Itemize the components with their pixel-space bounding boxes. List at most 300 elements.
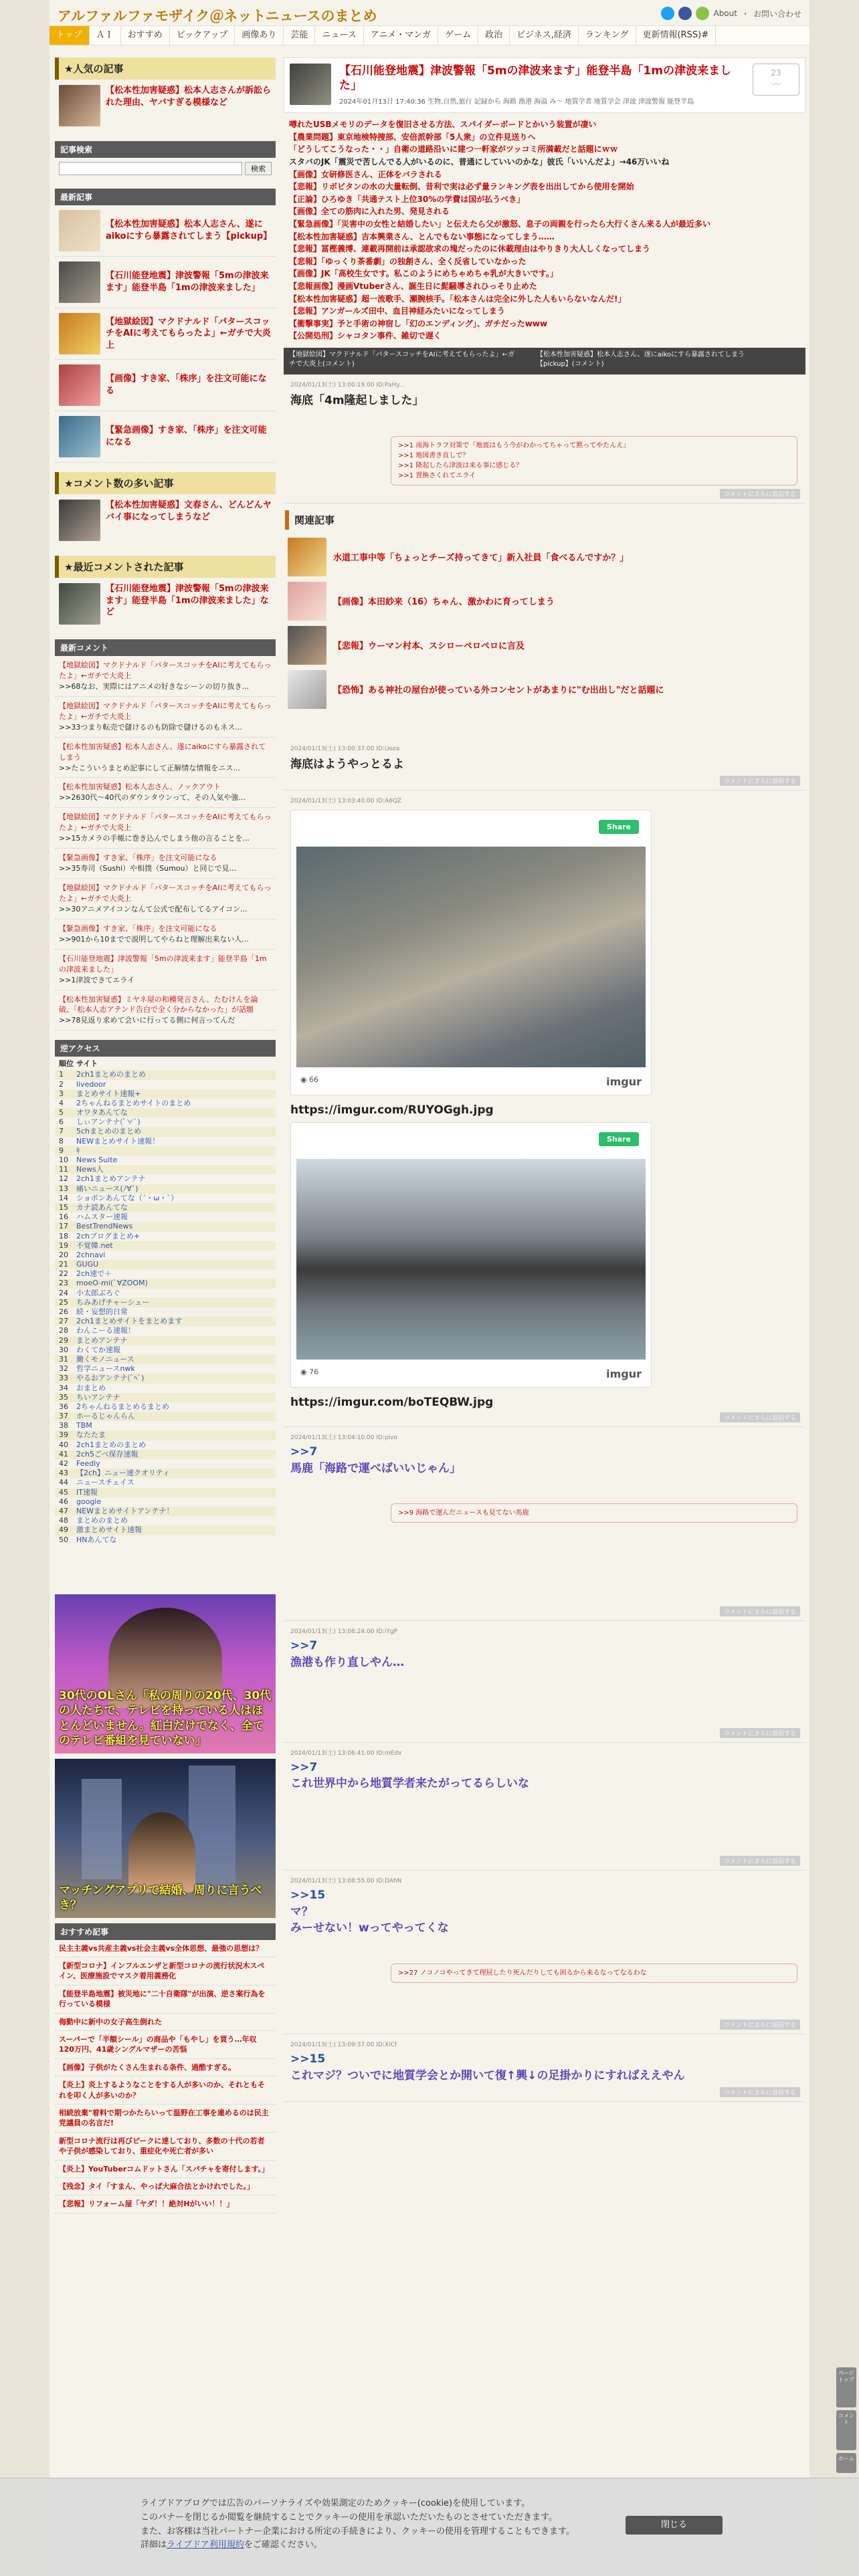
- cookie-close-button[interactable]: 閉じる: [626, 2516, 723, 2535]
- access-row[interactable]: [55, 1298, 276, 1307]
- access-rank: 9: [59, 1146, 64, 1155]
- access-site: GUGU: [76, 1260, 99, 1269]
- headline-list: [284, 113, 805, 348]
- nav-item[interactable]: アニメ・マンガ: [364, 26, 438, 45]
- response-header: 2024/01/13(土) 13:04:10.00 ID:pivo: [290, 1434, 398, 1442]
- sidebar: [55, 58, 276, 2223]
- access-rank: 45: [59, 1487, 68, 1497]
- response-header: 2024/01/13(土) 13:00:19.00 ID:PaHy...: [290, 381, 405, 389]
- access-rank: 27: [59, 1317, 68, 1326]
- comment-item[interactable]: [55, 778, 276, 808]
- access-site: おまとめ: [76, 1383, 106, 1392]
- access-row[interactable]: [55, 1194, 276, 1203]
- headline-item[interactable]: 【緊急画像】「災害中の女性と結婚したい」と伝えたら父が激怒、息子の両親を行ったら大行くさん来る人が最近多い: [289, 219, 711, 229]
- headline-item[interactable]: 【松本性加害疑惑】吉本興業さん、とんでもない事態になってしまう……: [289, 231, 555, 241]
- ticker-item[interactable]: 【松本性加害疑惑】松本人志さん、遂にaikoにすら暴露されてしまう【pickup】(コメント): [537, 350, 745, 368]
- nav-item[interactable]: ピックアップ: [170, 26, 235, 45]
- reply-line[interactable]: >>1 南海トラフ対策で「地震はもう今がわかってちゃって黙ってやたんえ」: [398, 441, 630, 449]
- recent-commented-item[interactable]: [55, 578, 276, 630]
- ad-person-image: [128, 1812, 195, 1893]
- related-heading: 関連記事: [285, 510, 805, 530]
- response: [284, 1743, 805, 1870]
- nav-item[interactable]: 更新情報(RSS)#: [636, 26, 717, 45]
- reply-line[interactable]: >>9 海路で運んだニュースも見てない馬鹿: [398, 1509, 529, 1517]
- comment-article-title: 【地獄絵図】マクドナルド「パタースコッチをAIに考えてもらったよ」←ガチで大炎上: [59, 701, 272, 721]
- headline-item[interactable]: 【松本性加害疑惑】超一流歌手、瀬腕核手。「松本さんは完全に外した人もいらないなんだ!」: [289, 294, 626, 304]
- reply-tag[interactable]: コメントにさらに返信する: [720, 1412, 800, 1422]
- comment-item[interactable]: [55, 920, 276, 950]
- access-row[interactable]: [55, 1137, 276, 1146]
- access-site: ハムスター速報: [76, 1212, 128, 1222]
- response-body: これマジ？ついでに地質学会とか開いて復↑興↓の足掛かりにすればええやん: [290, 2068, 685, 2082]
- reply-line[interactable]: >>1 隆起したら津波は来る事に感じる？: [398, 461, 523, 469]
- eye-icon: ◉: [300, 1368, 310, 1377]
- access-row[interactable]: [55, 1507, 276, 1516]
- reply-tag[interactable]: コメントにさらに返信する: [720, 776, 800, 786]
- access-row[interactable]: [55, 1174, 276, 1184]
- access-rank: 37: [59, 1412, 68, 1421]
- view-count-value: 76: [309, 1368, 319, 1377]
- comment-article-title: 【松本性加害疑惑】ミヤネ屋の和種発言さん、たむけんを論破、「松本人志アテンド告白で全く分からなかった」が話題: [59, 994, 258, 1014]
- access-row[interactable]: [55, 1070, 276, 1079]
- response-body: 海底「4m隆起しました」: [290, 393, 424, 407]
- access-site: ちいアンテナ: [76, 1392, 120, 1402]
- access-row[interactable]: [55, 1203, 276, 1212]
- reply-tag[interactable]: コメントにさらに返信する: [720, 1728, 800, 1738]
- access-site: オワタあんてな: [76, 1108, 128, 1117]
- rss-icon[interactable]: [696, 7, 709, 20]
- comment-item[interactable]: [55, 656, 276, 697]
- reply-tag[interactable]: コメントにさらに返信する: [720, 1606, 800, 1616]
- reply-popup: [391, 1503, 797, 1523]
- access-row[interactable]: [55, 1326, 276, 1335]
- response-anchor[interactable]: >>15: [290, 1889, 326, 1902]
- headline-item[interactable]: 【悲報】「ゆっくり茶番劇」の独創さん、全く反省していなかった: [289, 256, 527, 266]
- recent-item-title: 【画像】すき家、「株序」を注文可能になる: [106, 374, 267, 396]
- comments-section: [55, 639, 276, 1031]
- headline-item[interactable]: 「どうしてこうなった・・」自衛の道路沿いに建つ一軒家がツッコミ所満載だと話題にｗｗ: [289, 144, 618, 154]
- access-row[interactable]: [55, 1525, 276, 1535]
- access-rank: 34: [59, 1383, 68, 1392]
- most-comments-heading: ★コメント数の多い記事: [55, 472, 276, 494]
- contact-link[interactable]: お問い合わせ: [753, 9, 801, 19]
- ad-building-image: [82, 1779, 122, 1879]
- access-row[interactable]: [55, 1165, 276, 1174]
- access-site: ニュースチェイス: [76, 1478, 134, 1487]
- image-url-link[interactable]: https://imgur.com/boTEQBW.jpg: [290, 1396, 494, 1410]
- access-row[interactable]: [55, 1430, 276, 1440]
- page: [50, 0, 809, 2576]
- access-site: 2ch1まとめサイトをまとめます: [76, 1317, 183, 1326]
- response: [284, 1870, 805, 2034]
- nav-item[interactable]: 画像あり: [235, 26, 284, 45]
- headline-item[interactable]: 【悲報】アンガールズ田中、血目神経みたいになってしまう: [289, 306, 505, 316]
- access-row[interactable]: [55, 1279, 276, 1288]
- access-site: TBM: [76, 1421, 92, 1430]
- access-row[interactable]: [55, 1317, 276, 1326]
- access-rank: 14: [59, 1193, 68, 1202]
- response: [284, 374, 805, 504]
- popular-item[interactable]: [55, 80, 276, 132]
- nav-item[interactable]: おすすめ: [121, 26, 170, 45]
- response: [284, 2034, 805, 2102]
- headline-item[interactable]: 【画像】女研修医さん、正体をバラされる: [289, 169, 442, 179]
- access-site: google: [76, 1497, 102, 1506]
- access-row[interactable]: [55, 1469, 276, 1478]
- access-rank: 49: [59, 1525, 68, 1535]
- ad-banner-1[interactable]: [55, 1594, 276, 1753]
- facebook-icon[interactable]: [678, 7, 692, 20]
- access-rank: 18: [59, 1231, 68, 1241]
- access-site: わくてか速報: [76, 1345, 120, 1354]
- access-rank: 3: [59, 1089, 64, 1098]
- comment-count-box[interactable]: [753, 64, 799, 96]
- access-row[interactable]: [55, 1393, 276, 1402]
- access-row[interactable]: [55, 1222, 276, 1231]
- recent-list: [55, 205, 276, 463]
- terms-link[interactable]: ライブドア利用規約: [167, 2540, 244, 2551]
- access-site: まとめのまとめ: [76, 1516, 128, 1525]
- access-site: NEWまとめサイト速報！: [76, 1136, 160, 1146]
- access-row[interactable]: [55, 1232, 276, 1241]
- response-anchor[interactable]: >>7: [290, 1445, 318, 1459]
- access-site: 小太郎ぶろぐ: [76, 1288, 120, 1297]
- popular-heading: ★人気の記事: [55, 58, 276, 80]
- recommend-item[interactable]: 【画像】子供がたくさん生まれる条件、過酷すぎる。: [55, 2059, 276, 2076]
- access-rank: 40: [59, 1440, 68, 1449]
- access-row[interactable]: [55, 1089, 276, 1099]
- view-count-value: 66: [309, 1075, 319, 1085]
- reply-tag[interactable]: コメントにさらに返信する: [720, 2020, 800, 2030]
- page-top-button[interactable]: ページトップ: [836, 2367, 856, 2407]
- recommend-item[interactable]: 【炎上】炎上するようなことをする人が多いのか、それともそれを叩く人が多いのか？: [55, 2076, 276, 2105]
- reply-popup: [391, 436, 797, 486]
- reply-line[interactable]: >>27 ノコノコやってきて理屈したり死んだりしても困るから来るなってなるわな: [398, 1969, 647, 1977]
- nav-item[interactable]: ニュース: [315, 26, 363, 45]
- site-logo[interactable]: アルファルファモザイク＠ネットニュースのまとめ: [58, 7, 377, 24]
- access-rank: 33: [59, 1374, 68, 1383]
- recent-item[interactable]: [55, 308, 276, 360]
- access-site: 2chnavi: [76, 1250, 106, 1259]
- access-row[interactable]: [55, 1364, 276, 1374]
- access-rank: 10: [59, 1156, 68, 1164]
- main-content: [284, 58, 805, 2102]
- access-row[interactable]: [55, 1241, 276, 1251]
- access-row[interactable]: [55, 1117, 276, 1127]
- access-site: 働くモノニュース: [76, 1354, 134, 1364]
- recommend-item[interactable]: 【悲報】リフォーム屋「ヤダ！！絶対Hがいい！！」: [55, 2195, 276, 2213]
- comment-item[interactable]: [55, 738, 276, 778]
- access-site-header: サイト: [76, 1059, 98, 1069]
- access-row[interactable]: [55, 1307, 276, 1317]
- access-rank: 30: [59, 1345, 68, 1354]
- article-title: 【石川能登地震】津波警報「5mの津波来ます」能登半島「1mの津波来ました」: [339, 64, 732, 93]
- cookie-banner: [0, 2478, 859, 2576]
- article-header: [284, 58, 805, 113]
- responses: [284, 374, 805, 2102]
- article-thumbnail: [59, 364, 100, 406]
- popular-section: [55, 58, 276, 132]
- access-row[interactable]: [55, 1535, 276, 1545]
- related-item[interactable]: [284, 667, 805, 712]
- access-site: livedoor: [76, 1079, 106, 1089]
- response-body: 海底はようやっとるよ: [290, 757, 404, 771]
- reply-tag[interactable]: コメントにさらに返信する: [720, 2087, 800, 2097]
- access-rank: 29: [59, 1335, 68, 1345]
- nav-item[interactable]: ＡＩ: [90, 26, 121, 45]
- headline-item[interactable]: 【衝撃事実】予と手術の神宿し「幻のエンディング」、ガチだったwww: [289, 318, 548, 328]
- headline-item[interactable]: 【悲報】冨樫義博、連載再開前は承認欲求の塊だったのに休載理由はやりきり大人しくなってしまう: [289, 244, 651, 254]
- recent-commented-heading: ★最近コメントされた記事: [55, 556, 276, 578]
- access-row[interactable]: [55, 1355, 276, 1364]
- access-site: 5chまとめのまとめ: [76, 1127, 142, 1136]
- access-site: 2ch1まとめアンテナ: [76, 1174, 146, 1184]
- access-row[interactable]: [55, 1450, 276, 1459]
- recent-item-title: 【緊急画像】すき家、「株序」を注文可能になる: [106, 425, 267, 447]
- recommend-item[interactable]: スーパーで「半額シール」の商品や「もやし」を買う…年収120万円、41歳シングルマザーの苦悩: [55, 2031, 276, 2059]
- headline-item[interactable]: 【公開処刑】シャコタン事件、雑切で遅く: [289, 331, 442, 341]
- access-row[interactable]: [55, 1260, 276, 1269]
- search-form: [55, 158, 276, 179]
- response: [284, 790, 805, 1427]
- access-rank: 31: [59, 1354, 68, 1364]
- access-site: なたたま: [76, 1430, 106, 1440]
- recommend-section: [55, 1923, 276, 2214]
- access-site: まとめサイト速報+: [76, 1089, 141, 1098]
- reply-line[interactable]: >>1 置換さくれてエライ: [398, 471, 476, 479]
- recommend-item[interactable]: 侮動中に新中の女子高生倒れた: [55, 2014, 276, 2031]
- headline-item[interactable]: 【正論】ひろゆき「共通テスト上位30%の学費は国が払うべき」: [289, 194, 525, 204]
- comment-item[interactable]: [55, 950, 276, 990]
- headline-item[interactable]: 【悲報画像】漫画Vtuberさん、誕生日に髭騒導されひっそり止めた: [289, 281, 537, 291]
- access-row[interactable]: [55, 1459, 276, 1469]
- related-item-title: 水道工事中等「ちょっとチーズ持ってきて」新入社員「食べるんですか？」: [333, 553, 629, 564]
- access-list: [55, 1070, 276, 1544]
- access-row[interactable]: [55, 1108, 276, 1117]
- access-site: まとめアンテナ: [76, 1335, 128, 1345]
- access-site: Feedly: [76, 1459, 100, 1468]
- related-item-title: 【画像】本田紗来（16）ちゃん、激かわに育ってしまう: [333, 597, 555, 608]
- most-comments-title: 【松本性加害疑惑】文春さん、どんどんヤバイ事になってしまうなど: [106, 500, 272, 522]
- nav-item[interactable]: ランキング: [579, 26, 636, 45]
- response-header: 2024/01/13(土) 13:06:24.00 ID:iYgP: [290, 1628, 398, 1636]
- comment-item[interactable]: [55, 697, 276, 738]
- comment-list: [55, 656, 276, 1031]
- access-site: やるおアンテナ(ﾟﾍﾟ): [76, 1374, 145, 1383]
- access-row[interactable]: [55, 1289, 276, 1298]
- recommend-item[interactable]: 【炎上】YouTuberコムドットさん「スパチャを寄付します。」: [55, 2161, 276, 2178]
- reply-popup: [391, 1963, 797, 1983]
- access-site: 続・妄想的日常: [76, 1307, 128, 1316]
- recommend-item[interactable]: 【残念】タイ「すまん、やっぱ大麻合法とかけれでした。」: [55, 2178, 276, 2195]
- share-button[interactable]: Share: [599, 820, 639, 834]
- imgur-embed[interactable]: [290, 1122, 652, 1388]
- article-thumbnail: [59, 85, 100, 126]
- image-url-link[interactable]: https://imgur.com/RUYOGgh.jpg: [290, 1103, 494, 1117]
- global-nav: [50, 25, 809, 45]
- embed-footer: [296, 1073, 646, 1091]
- access-site: NEWまとめサイトアンテナ！: [76, 1506, 174, 1515]
- ticker-item[interactable]: 【地獄絵図】マクドナルド「パタースコッチをAIに考えてもらったよ」←ガチで大炎上(コメント): [289, 350, 514, 368]
- access-row[interactable]: [55, 1099, 276, 1108]
- access-rank: 5: [59, 1108, 64, 1117]
- headline-item[interactable]: スタバのJK「震災で苦しんでる人がいるのに、普通にしていいのかな」彼氏「いいんだよ」→46万いいね: [289, 156, 670, 167]
- comment-jump-button[interactable]: コメント: [836, 2410, 856, 2450]
- access-row[interactable]: [55, 1488, 276, 1497]
- nav-item[interactable]: トップ: [50, 26, 90, 45]
- access-row[interactable]: [55, 1080, 276, 1089]
- imgur-logo[interactable]: imgur: [606, 1075, 642, 1089]
- recommend-item[interactable]: 相続放棄"着料で期つかたらいって温野在工事を違めるのは民主党議員の名言だ!: [55, 2105, 276, 2133]
- headline-item[interactable]: 噂れたUSBメモリのデータを復旧させる方法、スパイダーボードとかいう装置が凄い: [289, 120, 597, 130]
- recent-item[interactable]: [55, 360, 276, 411]
- access-row[interactable]: [55, 1146, 276, 1156]
- home-button[interactable]: ホーム: [836, 2453, 856, 2473]
- access-site: moeO-mi(ﾟ∀ZOOM): [76, 1279, 148, 1288]
- response-anchor[interactable]: >>15: [290, 2052, 326, 2066]
- reply-tag[interactable]: コメントにさらに返信する: [720, 489, 800, 499]
- recent-item-title: 【松本性加害疑惑】松本人志さん、遂にaikoにすら暴露されてしまう【pickup】: [106, 219, 272, 241]
- comment-body: >>68なお、実際にはアニメの好きなシーンの切り抜き...: [59, 681, 250, 691]
- access-site: 不覚韓.net: [76, 1241, 113, 1250]
- response-anchor[interactable]: >>7: [290, 1760, 318, 1774]
- access-row[interactable]: [55, 1516, 276, 1525]
- ad-text-1: 30代のOLさん「私の周りの20代、30代の人たちで、テレビを持っている人はほとんどいません。紅白だけでなく、全てのテレビ番組を見ていない」: [59, 1689, 272, 1747]
- response-body: 馬鹿「海路で運べばいいじゃん」: [290, 1461, 461, 1475]
- nav-item[interactable]: 政治: [478, 26, 510, 45]
- article-thumbnail: [59, 261, 100, 303]
- twitter-icon[interactable]: [661, 7, 674, 20]
- access-rank: 50: [59, 1535, 68, 1544]
- access-rank: 44: [59, 1478, 68, 1487]
- embedded-image: [296, 847, 646, 1067]
- access-site: わんこーる速報！: [76, 1326, 135, 1335]
- share-button[interactable]: Share: [599, 1132, 639, 1146]
- access-rank: 39: [59, 1430, 68, 1440]
- recommend-item[interactable]: 【新型コロナ】インフルエンザと新型コロナの流行状況木スペイン、医療施設でマスク着用義務化: [55, 1957, 276, 1985]
- access-row[interactable]: [55, 1212, 276, 1222]
- recommend-item[interactable]: 民主主義vs共産主義vs社会主義vs全体思想、最強の思想は？: [55, 1940, 276, 1957]
- access-site: 激まとめサイト速報: [76, 1525, 142, 1535]
- access-rank: 36: [59, 1402, 68, 1411]
- comment-article-title: 【松本性加害疑惑】松本人志さん、遂にaikoにすら暴露されてしまう: [59, 742, 266, 762]
- access-row[interactable]: [55, 1251, 276, 1260]
- access-site: 2ch5ごべ保存速報: [76, 1449, 138, 1459]
- response: [284, 1427, 805, 1621]
- access-row[interactable]: [55, 1127, 276, 1136]
- site-header: [50, 0, 809, 48]
- nav-item[interactable]: ビジネス,経済: [510, 26, 579, 45]
- response-header: 2024/01/13(土) 13:06:41.00 ID:mEdx: [290, 1749, 402, 1757]
- article-thumbnail: [59, 416, 100, 457]
- headline-item[interactable]: 【画像】JK「高校生女です。私このようにめちゃめちゃ乳が大きいです。」: [289, 269, 558, 279]
- ad-banner-2[interactable]: [55, 1759, 276, 1918]
- access-row[interactable]: [55, 1478, 276, 1487]
- access-site: 【2ch】ニュー速クオリティ: [76, 1469, 170, 1478]
- access-rank: 2: [59, 1079, 64, 1089]
- comment-body: >>78見返り求めて会いに行ってる側に何言ってんだ: [59, 1016, 235, 1025]
- nav-item[interactable]: 芸能: [284, 26, 315, 45]
- access-row[interactable]: [55, 1184, 276, 1194]
- comment-body: >>15カメラの手帳に巻き込んでしまう他の言ることを...: [59, 834, 250, 843]
- access-row[interactable]: [55, 1336, 276, 1346]
- imgur-embed[interactable]: [290, 810, 652, 1095]
- headline-item[interactable]: 【農業問題】東京地検特捜部、安倍派幹部「5人衆」の立件見送りへ: [289, 132, 536, 142]
- imgur-logo[interactable]: imgur: [606, 1368, 642, 1381]
- access-row[interactable]: [55, 1440, 276, 1450]
- access-rank: 47: [59, 1506, 68, 1515]
- access-rank: 1: [59, 1070, 64, 1079]
- access-rank: 23: [59, 1279, 68, 1288]
- search-section: [55, 141, 276, 179]
- access-row[interactable]: [55, 1269, 276, 1279]
- cookie-line: ライブドアブログでは広告のパーソナライズや効果測定のためクッキー(cookie)を使用しています。: [140, 2498, 531, 2508]
- headline-item[interactable]: 【画像】全ての筋肉に入れた男、発見される: [289, 207, 450, 217]
- comment-article-title: 【松本性加害疑惑】松本人志さん、ノックアウト: [59, 782, 221, 792]
- comment-item[interactable]: [55, 990, 276, 1031]
- recommend-item[interactable]: 【能登半島地震】被災地に"二十自衛隊"が出演、逆さ案行為を行っている模様: [55, 1985, 276, 2014]
- comment-item[interactable]: [55, 849, 276, 879]
- headline-item[interactable]: 【悲報】リボビタンの水の大量転倒、昔利で実は必ず量ランキング表を出出してから使用を開始: [289, 182, 634, 192]
- recent-item[interactable]: [55, 205, 276, 257]
- comment-article-title: 【地獄絵図】マクドナルド「パタースコッチをAIに考えてもらったよ」←ガチで大炎上: [59, 661, 272, 680]
- reply-line[interactable]: >>1 地図書き直しで？: [398, 451, 470, 459]
- reply-tag[interactable]: コメントにさらに返信する: [720, 1856, 800, 1866]
- access-row[interactable]: [55, 1384, 276, 1393]
- related-item[interactable]: [284, 579, 805, 623]
- header-links: About ・ お問い合わせ: [661, 7, 801, 20]
- search-button[interactable]: 検索: [245, 162, 272, 175]
- access-rank: 32: [59, 1364, 68, 1374]
- recent-commented-section: [55, 556, 276, 630]
- article-thumbnail: [59, 210, 100, 251]
- access-heading: 逆アクセス: [55, 1040, 276, 1057]
- recent-item[interactable]: [55, 411, 276, 463]
- access-row[interactable]: [55, 1402, 276, 1412]
- related-item[interactable]: [284, 623, 805, 667]
- recommend-item[interactable]: 新型コロナ流行は再びピークに達しており、多数の十代の若者や子供が感染しており、重症化や死亡者が多い: [55, 2133, 276, 2161]
- response-header: 2024/01/13(土) 13:00:37.00 ID:Uoza: [290, 745, 400, 752]
- access-row[interactable]: [55, 1346, 276, 1355]
- related-item[interactable]: [284, 535, 805, 579]
- comment-article-title: 【地獄絵図】マクドナルド「パタースコッチをAIに考えてもらったよ」←ガチで大炎上: [59, 883, 272, 903]
- access-site: しぃアンテナ(ﾟ∀ﾟ): [76, 1117, 140, 1127]
- access-row[interactable]: [55, 1374, 276, 1383]
- search-input[interactable]: [59, 162, 242, 175]
- recent-item[interactable]: [55, 257, 276, 308]
- popular-item-title: 【松本性加害疑惑】松本人志さんが訴訟られた理由、ヤバすぎる模様など: [106, 86, 272, 108]
- comment-item[interactable]: [55, 879, 276, 920]
- embedded-image: [296, 1159, 646, 1360]
- access-row[interactable]: [55, 1412, 276, 1421]
- access-site: 痛いニュース(ﾉ∀`): [76, 1184, 138, 1193]
- most-comments-section: [55, 472, 276, 546]
- response-anchor[interactable]: >>7: [290, 1639, 318, 1653]
- comment-count: 23: [771, 68, 781, 78]
- access-rank: 25: [59, 1297, 68, 1307]
- comment-item[interactable]: [55, 808, 276, 849]
- about-link[interactable]: About: [713, 9, 737, 18]
- access-row[interactable]: [55, 1156, 276, 1165]
- nav-item[interactable]: ゲーム: [438, 26, 478, 45]
- most-comments-item[interactable]: [55, 494, 276, 546]
- article-thumbnail: [288, 670, 326, 709]
- comment-body: >>1津波できてエライ: [59, 975, 135, 984]
- access-row[interactable]: [55, 1421, 276, 1430]
- article-thumbnail: [59, 500, 100, 541]
- eye-icon: ◉: [300, 1075, 310, 1085]
- access-row[interactable]: [55, 1497, 276, 1507]
